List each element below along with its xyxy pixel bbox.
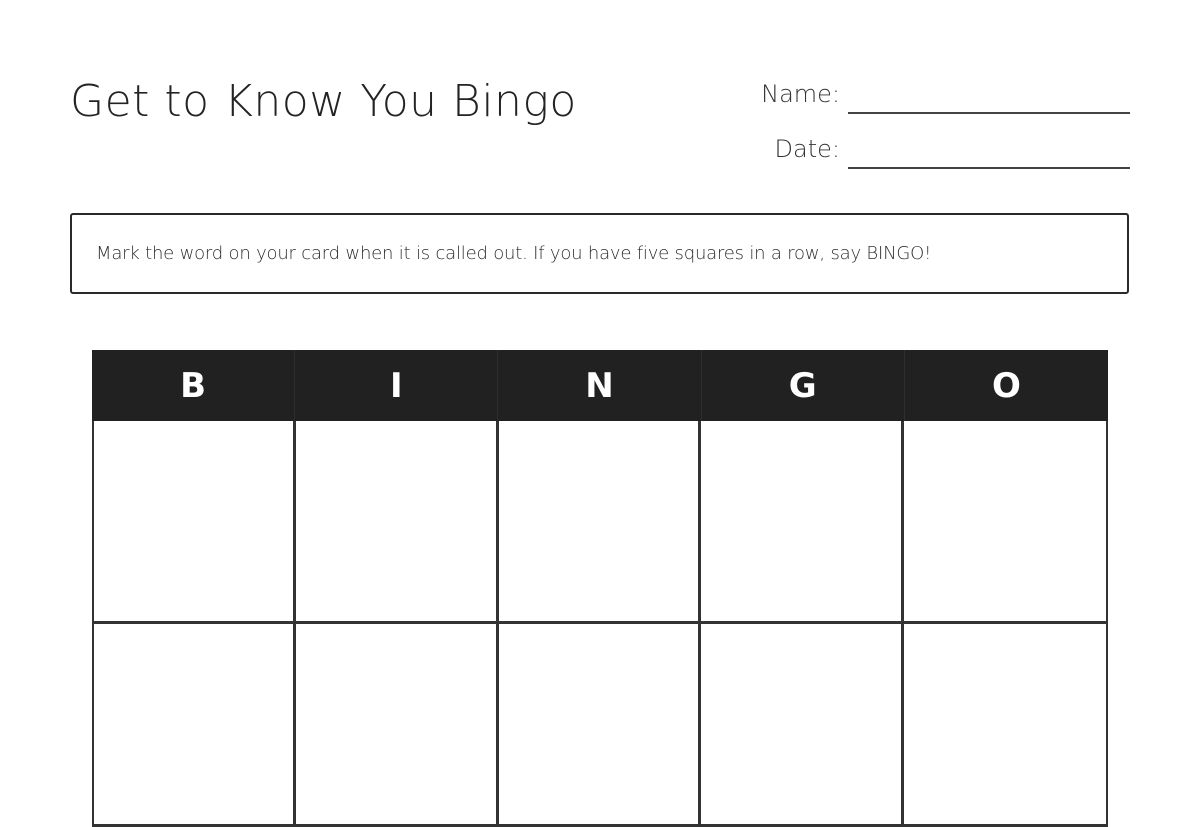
instructions-box bbox=[70, 213, 1129, 294]
bingo-cell[interactable] bbox=[701, 624, 903, 827]
date-input-line[interactable] bbox=[848, 167, 1130, 169]
bingo-cell[interactable] bbox=[296, 624, 498, 827]
header-letter-o: O bbox=[991, 365, 1021, 406]
bingo-cell[interactable] bbox=[94, 421, 296, 624]
bingo-cell[interactable] bbox=[904, 624, 1106, 827]
name-label: Name: bbox=[761, 80, 840, 108]
name-input-line[interactable] bbox=[848, 112, 1130, 114]
date-field[interactable] bbox=[775, 135, 1130, 163]
header-letter-b: B bbox=[92, 350, 295, 421]
header-letter-i: I bbox=[295, 350, 498, 421]
date-label: Date: bbox=[774, 135, 840, 163]
bingo-cell[interactable] bbox=[904, 421, 1106, 624]
bingo-cell[interactable] bbox=[94, 624, 296, 827]
bingo-card bbox=[92, 350, 1108, 827]
bingo-grid bbox=[92, 421, 1108, 827]
bingo-cell[interactable] bbox=[499, 421, 701, 624]
page-title: Get to Know You Bingo bbox=[70, 76, 577, 127]
instructions-text: Mark the word on your card when it is called out. If you have five squares in a row, say BINGO! bbox=[96, 243, 932, 264]
bingo-header-row bbox=[92, 350, 1108, 421]
bingo-cell[interactable] bbox=[701, 421, 903, 624]
header-letter-g: G bbox=[702, 350, 905, 421]
name-field[interactable] bbox=[761, 80, 1130, 108]
bingo-cell[interactable] bbox=[296, 421, 498, 624]
bingo-cell[interactable] bbox=[499, 624, 701, 827]
header-letter-n: N bbox=[498, 350, 701, 421]
